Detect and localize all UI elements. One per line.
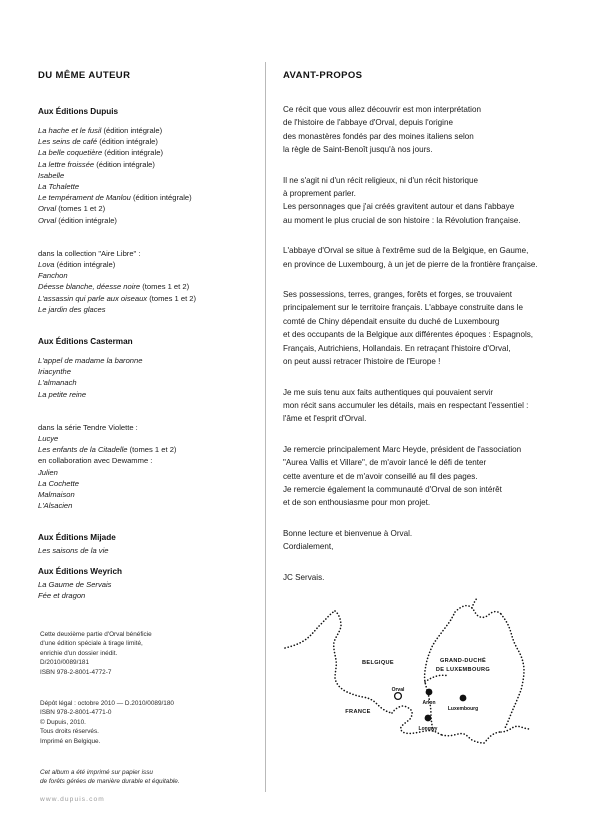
map-label-grand-duche-line1: GRAND-DUCHÉ [439, 658, 487, 664]
publisher-heading-weyrich: Aux Éditions Weyrich [38, 566, 123, 576]
list-item: La petite reine [38, 389, 87, 399]
colophon-line-isbn-special: ISBN 978-2-8001-4772-7 [40, 668, 112, 676]
publisher-heading-mijade: Aux Éditions Mijade [38, 533, 116, 543]
foreword-title: AVANT-PROPOS [283, 70, 363, 81]
map-label-arlon: Arlon [422, 700, 436, 706]
column-divider [265, 62, 266, 792]
list-item: L'Alsacien [38, 501, 73, 511]
work-list-dupuis-main [38, 125, 238, 226]
list-item: La hache et le fusil (édition intégrale) [38, 126, 163, 135]
foreword-closing: Bonne lecture et bienvenue à Orval. Cordialement, [283, 528, 413, 552]
map-label-longwy: Longwy [418, 726, 438, 732]
foreword-paragraph: Ce récit que vous allez découvrir est mon interprétation de l'histoire de l'abbaye d'Orval, depuis l'origine des monastères fondés par des moines italiens selon la règle de Saint-Benoît jusqu'à nos jours. [283, 105, 481, 155]
foreword-paragraph: Je me suis tenu aux faits authentiques qui pouvaient servir mon récit sans accumuler les détails, mais en respectant l'essentiel : l'âme et l'esprit d'Orval. [283, 387, 529, 424]
list-item: La lettre froissée (édition intégrale) [38, 159, 155, 169]
list-item: L'assassin qui parle aux oiseaux (tomes 1 et 2) [38, 293, 197, 303]
list-item: Les saisons de la vie [38, 546, 109, 556]
colophon-edition-note [40, 630, 240, 677]
list-item: La Tchalette [38, 182, 80, 192]
list-item: Fée et dragon [38, 590, 86, 600]
list-item: Le jardin des glaces [38, 304, 106, 314]
foreword-paragraph: Il ne s'agit ni d'un récit religieux, ni d'un récit historique à proprement parler. Les personnages que j'ai créés gravitent autour et dans l'abbaye au moment le plus crucial de son histoire : la Révolution française. [283, 175, 521, 225]
work-list-casterman-main [38, 355, 238, 400]
region-map [283, 596, 583, 761]
publisher-heading-dupuis: Aux Éditions Dupuis [38, 107, 119, 116]
list-item: Les seins de café (édition intégrale) [38, 137, 158, 147]
work-list-tendre-violette [38, 422, 238, 512]
foreword-paragraph: Ses possessions, terres, granges, forêts et forges, se trouvaient principalement sur le territoire français. L'abbaye construite dans le comté de Chiny dépendait ensuite du duché de Luxembourg et des occupants de la Belgique aux différentes époques : Espagnols, Français, Autrichiens, Hollandais. En retraçant l'histoire d'Orval, on peut aussi retracer l'histoire de l'Europe ! [283, 290, 534, 367]
list-item: Orval (tomes 1 et 2) [38, 204, 106, 214]
colophon [40, 630, 240, 803]
page-title-du-meme-auteur: DU MÊME AUTEUR [38, 70, 131, 81]
colophon-line-printed: Imprimé en Belgique. [40, 737, 101, 745]
list-item: Iriacynthe [38, 367, 71, 377]
list-item-collection-label: dans la collection "Aire Libre" : [38, 248, 141, 258]
foreword-paragraph: L'abbaye d'Orval se situe à l'extrême sud de la Belgique, en Gaume, en province de Luxembourg, à un jet de pierre de la frontière française. [283, 246, 538, 269]
list-item: Julien [38, 467, 58, 477]
list-item: Orval (édition intégrale) [38, 215, 117, 225]
publisher-website-link[interactable]: www.dupuis.com [40, 795, 105, 803]
colophon-line: enrichie d'un dossier inédit. [40, 649, 118, 657]
list-item: La Gaume de Servais [38, 579, 112, 589]
list-item: Lova (édition intégrale) [38, 260, 116, 270]
list-item: L'almanach [38, 378, 77, 388]
colophon-line-isbn: ISBN 978-2-8001-4771-0 [40, 709, 112, 717]
foreword-signature: JC Servais. [283, 572, 325, 582]
list-item: Isabelle [38, 170, 65, 180]
list-item: Les enfants de la Citadelle (tomes 1 et 2) [38, 445, 177, 455]
work-list-weyrich [38, 579, 238, 601]
colophon-line-depot-legal: Dépôt légal : octobre 2010 — D.2010/0089/180 [40, 700, 174, 708]
publisher-heading-casterman: Aux Éditions Casterman [38, 337, 133, 347]
work-list-mijade [38, 545, 238, 556]
list-item: La belle coquetière (édition intégrale) [38, 148, 163, 158]
list-item: Déesse blanche, déesse noire (tomes 1 et 2) [38, 282, 190, 292]
colophon-line-rights: Tous droits réservés. [40, 728, 99, 736]
list-item-series-label: dans la série Tendre Violette : [38, 422, 138, 432]
list-item: Malmaison [38, 490, 75, 500]
colophon-line: Cet album a été imprimé sur papier issu [40, 769, 153, 777]
colophon-paper-note [40, 768, 240, 787]
map-marker-orval-hollow [395, 693, 402, 700]
colophon-legal [40, 699, 240, 746]
list-item: Lucye [38, 434, 59, 444]
foreword-paragraph: Je remercie principalement Marc Heyde, président de l'association "Aurea Vallis et Villare", de m'avoir lancé le défi de tenter cette aventure et de m'avoir conseillé au fil des pages. Je remercie également la communauté d'Orval de son intérêt et de son enthousiasme pour mon projet. [283, 444, 522, 508]
colophon-line: d'une édition spéciale à tirage limité, [40, 640, 143, 648]
same-author-column [38, 70, 238, 625]
colophon-line: de forêts gérées de manière durable et équitable. [40, 778, 180, 786]
work-list-aire-libre [38, 248, 238, 315]
map-label-orval: Orval [391, 687, 405, 693]
map-border-dotted-lines [285, 598, 530, 743]
colophon-line-copyright: © Dupuis, 2010. [40, 718, 86, 726]
colophon-line-depot-number: D/2010/0089/181 [40, 659, 90, 667]
map-label-france: FRANCE [345, 709, 371, 715]
map-marker-longwy [425, 715, 432, 722]
list-item: Le tempérament de Manlou (édition intégrale) [38, 193, 192, 203]
map-label-luxembourg: Luxembourg [447, 706, 479, 712]
list-item: L'appel de madame la baronne [38, 356, 143, 366]
map-label-grand-duche-line2: DE LUXEMBOURG [435, 667, 491, 673]
map-label-belgique: BELGIQUE [361, 660, 395, 666]
foreword-column [283, 70, 583, 601]
colophon-line: Cette deuxième partie d'Orval bénéficie [40, 631, 152, 638]
list-item-collaboration-label: en collaboration avec Dewamme : [38, 456, 153, 466]
map-marker-luxembourg [460, 695, 467, 702]
list-item: La Cochette [38, 478, 79, 488]
list-item: Fanchon [38, 271, 68, 281]
map-marker-arlon [426, 689, 433, 696]
